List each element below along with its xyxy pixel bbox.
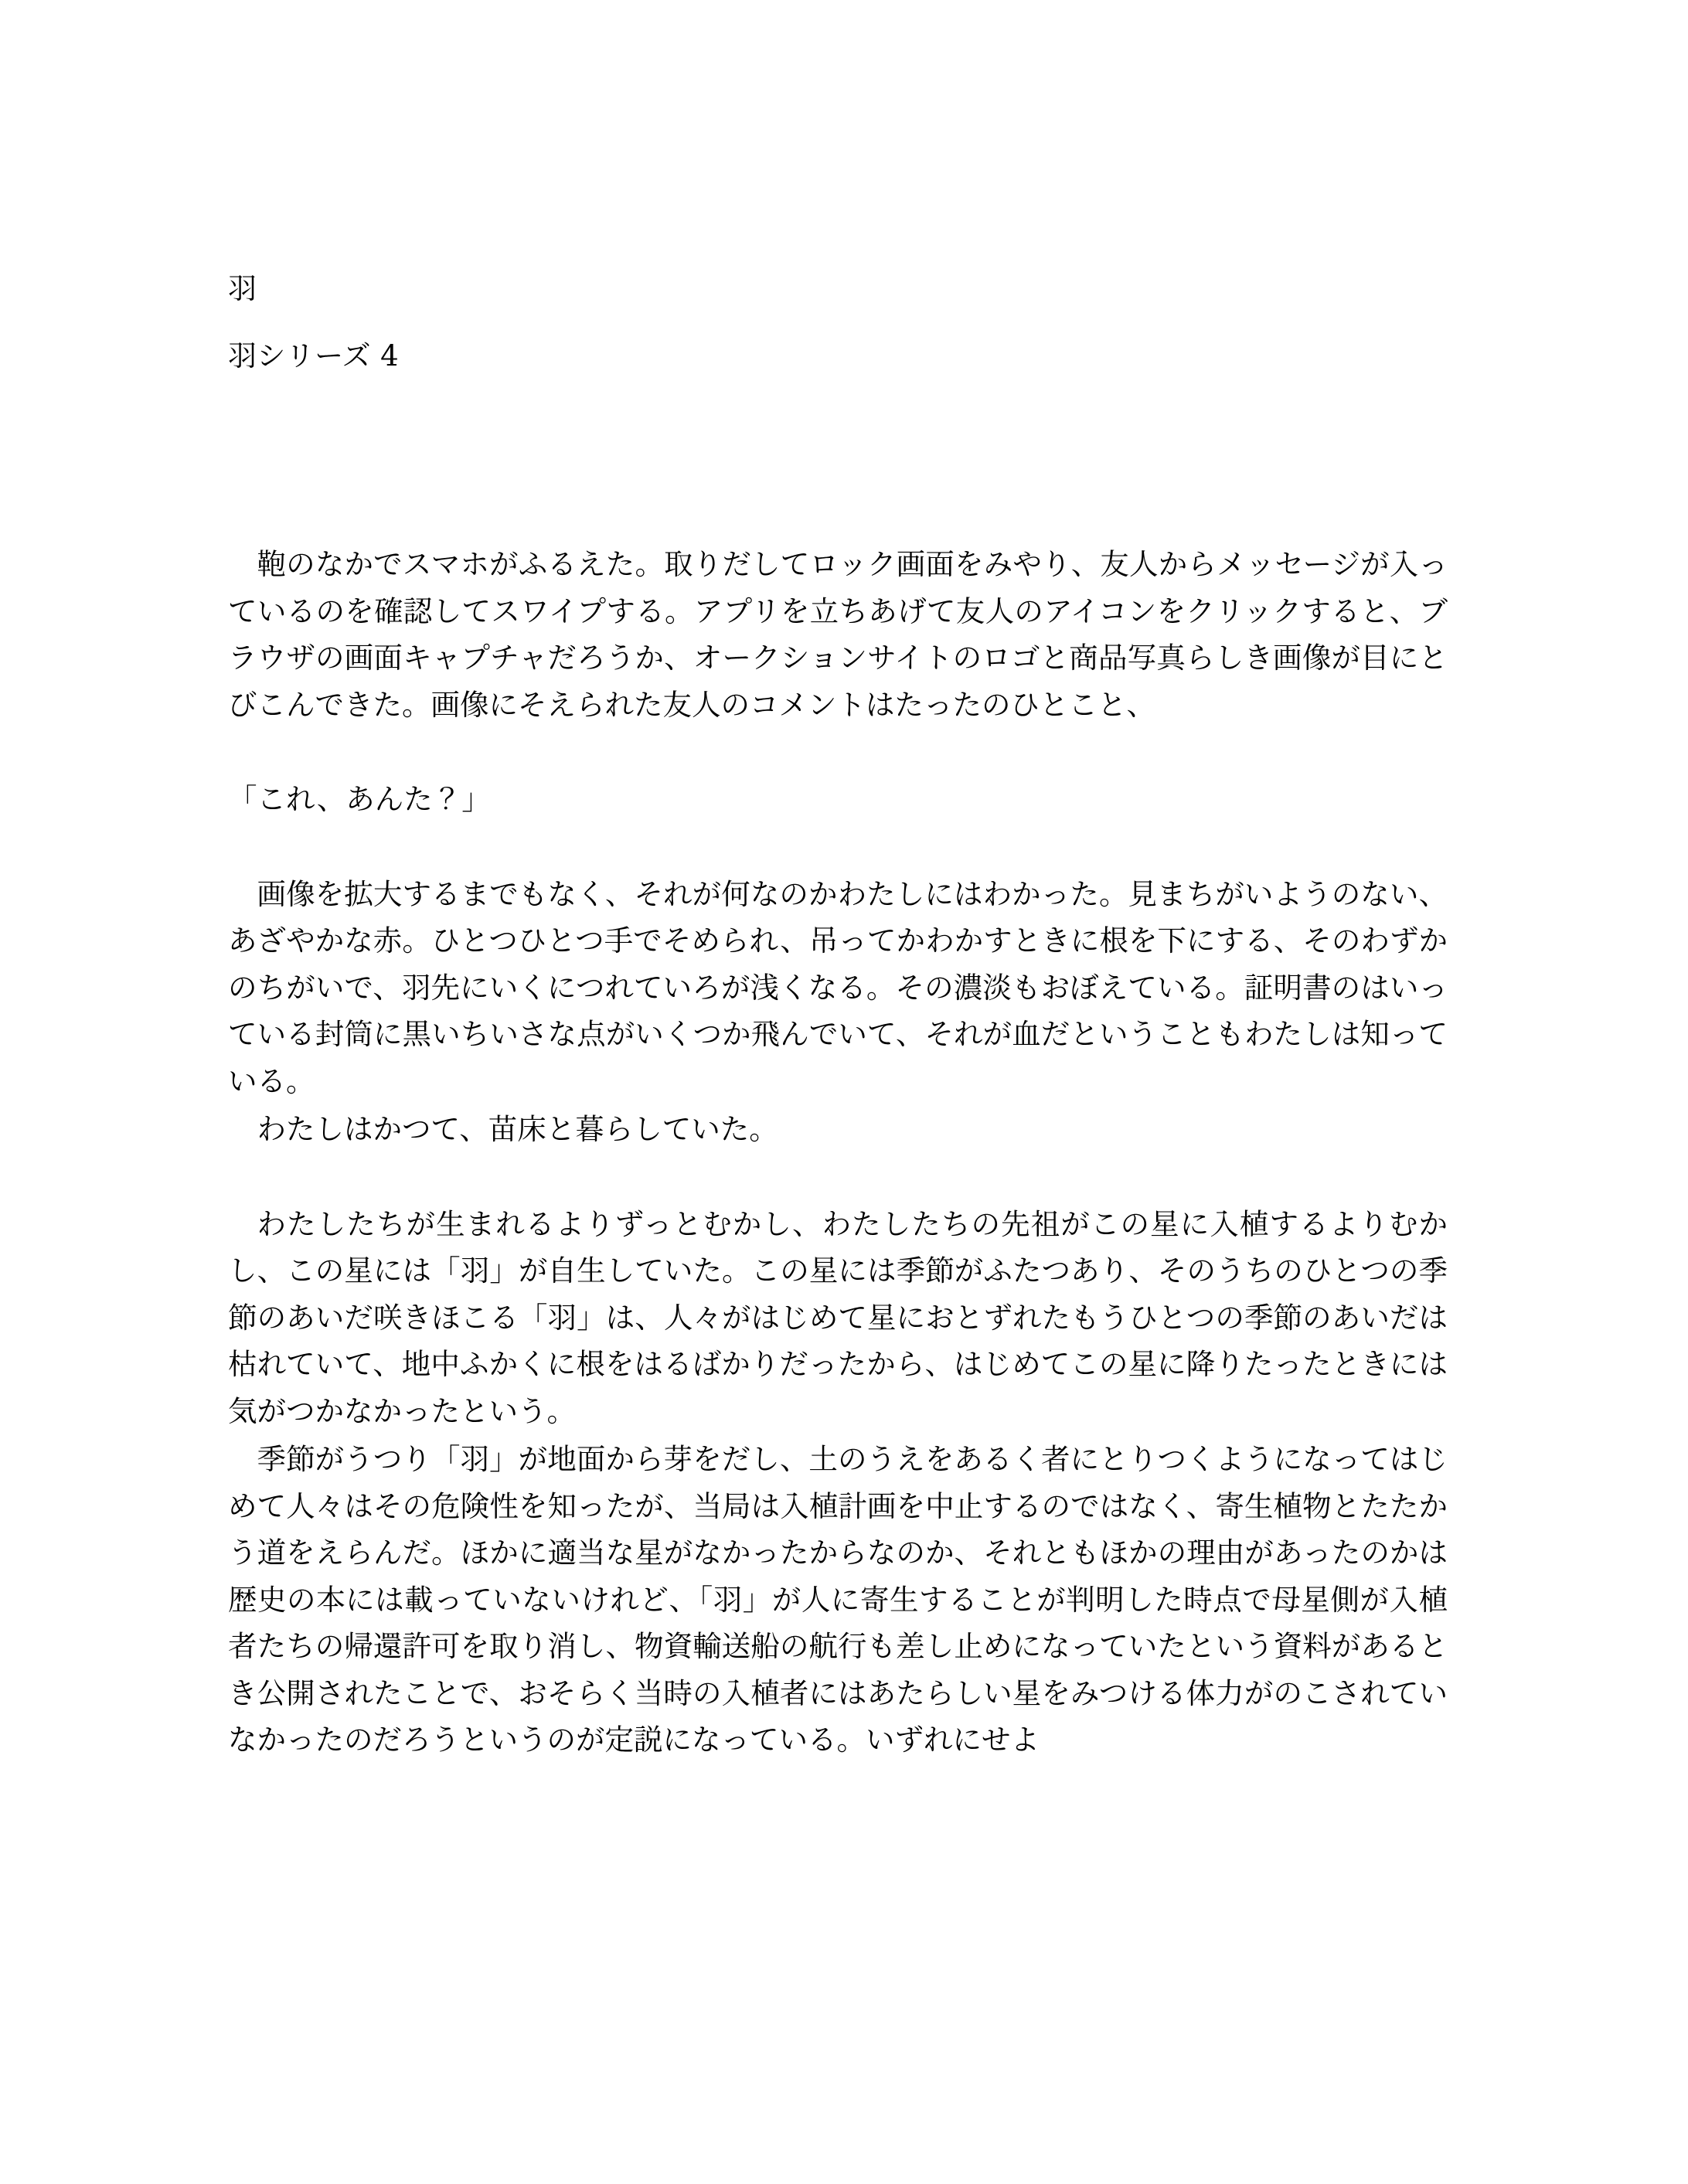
page-title: 羽 — [228, 272, 257, 305]
paragraph-2: 画像を拡大するまでもなく、それが何なのかわたしにはわかった。見まちがいようのない、あざやかな赤。ひとつひとつ手でそめられ、吊ってかわかすときに根を下にする、そのわずかのちがいで、羽先にいくにつれていろが浅くなる。その濃淡もおぼえている。証明書のはいっている封筒に黒いちいさな点がいくつか飛んでいて、それが血だということもわたしは知っている。 — [228, 876, 1448, 1098]
paragraph-5: 季節がうつり「羽」が地面から芽をだし、土のうえをあるく者にとりつくようになってはじめて人々はその危険性を知ったが、当局は入植計画を中止するのではなく、寄生植物とたたかう道をえらんだ。ほかに適当な星がなかったからなのか、それともほかの理由があったのかは歴史の本には載っていないけれど、「羽」が人に寄生することが判明した時点で母星側が入植者たちの帰還許可を取り消し、物資輸送船の航行も差し止めになっていたという資料があるとき公開されたことで、おそらく当時の入植者にはあたらしい星をみつける体力がのこされていなかったのだろうというのが定説になっている。いずれにせよ — [228, 1442, 1448, 1757]
paragraph-1: 鞄のなかでスマホがふるえた。取りだしてロック画面をみやり、友人からメッセージが入っているのを確認してスワイプする。アプリを立ちあげて友人のアイコンをクリックすると、ブラウザの画面キャプチャだろうか、オークションサイトのロゴと商品写真らしき画像が目にとびこんできた。画像にそえられた友人のコメントはたったのひとこと、 — [228, 547, 1448, 722]
paragraph-3: わたしはかつて、苗床と暮らしていた。 — [257, 1112, 778, 1146]
paragraph-4: わたしたちが生まれるよりずっとむかし、わたしたちの先祖がこの星に入植するよりむかし、この星には「羽」が自生していた。この星には季節がふたつあり、そのうちのひとつの季節のあいだ咲きほこる「羽」は、人々がはじめて星におとずれたもうひとつの季節のあいだは枯れていて、地中ふかくに根をはるばかりだったから、はじめてこの星に降りたったときには気がつかなかったという。 — [228, 1206, 1448, 1428]
body-text — [228, 541, 1448, 1764]
dialogue-line: 「これ、あんた？」 — [228, 782, 491, 816]
series-subtitle: 羽シリーズ 4 — [228, 339, 400, 373]
